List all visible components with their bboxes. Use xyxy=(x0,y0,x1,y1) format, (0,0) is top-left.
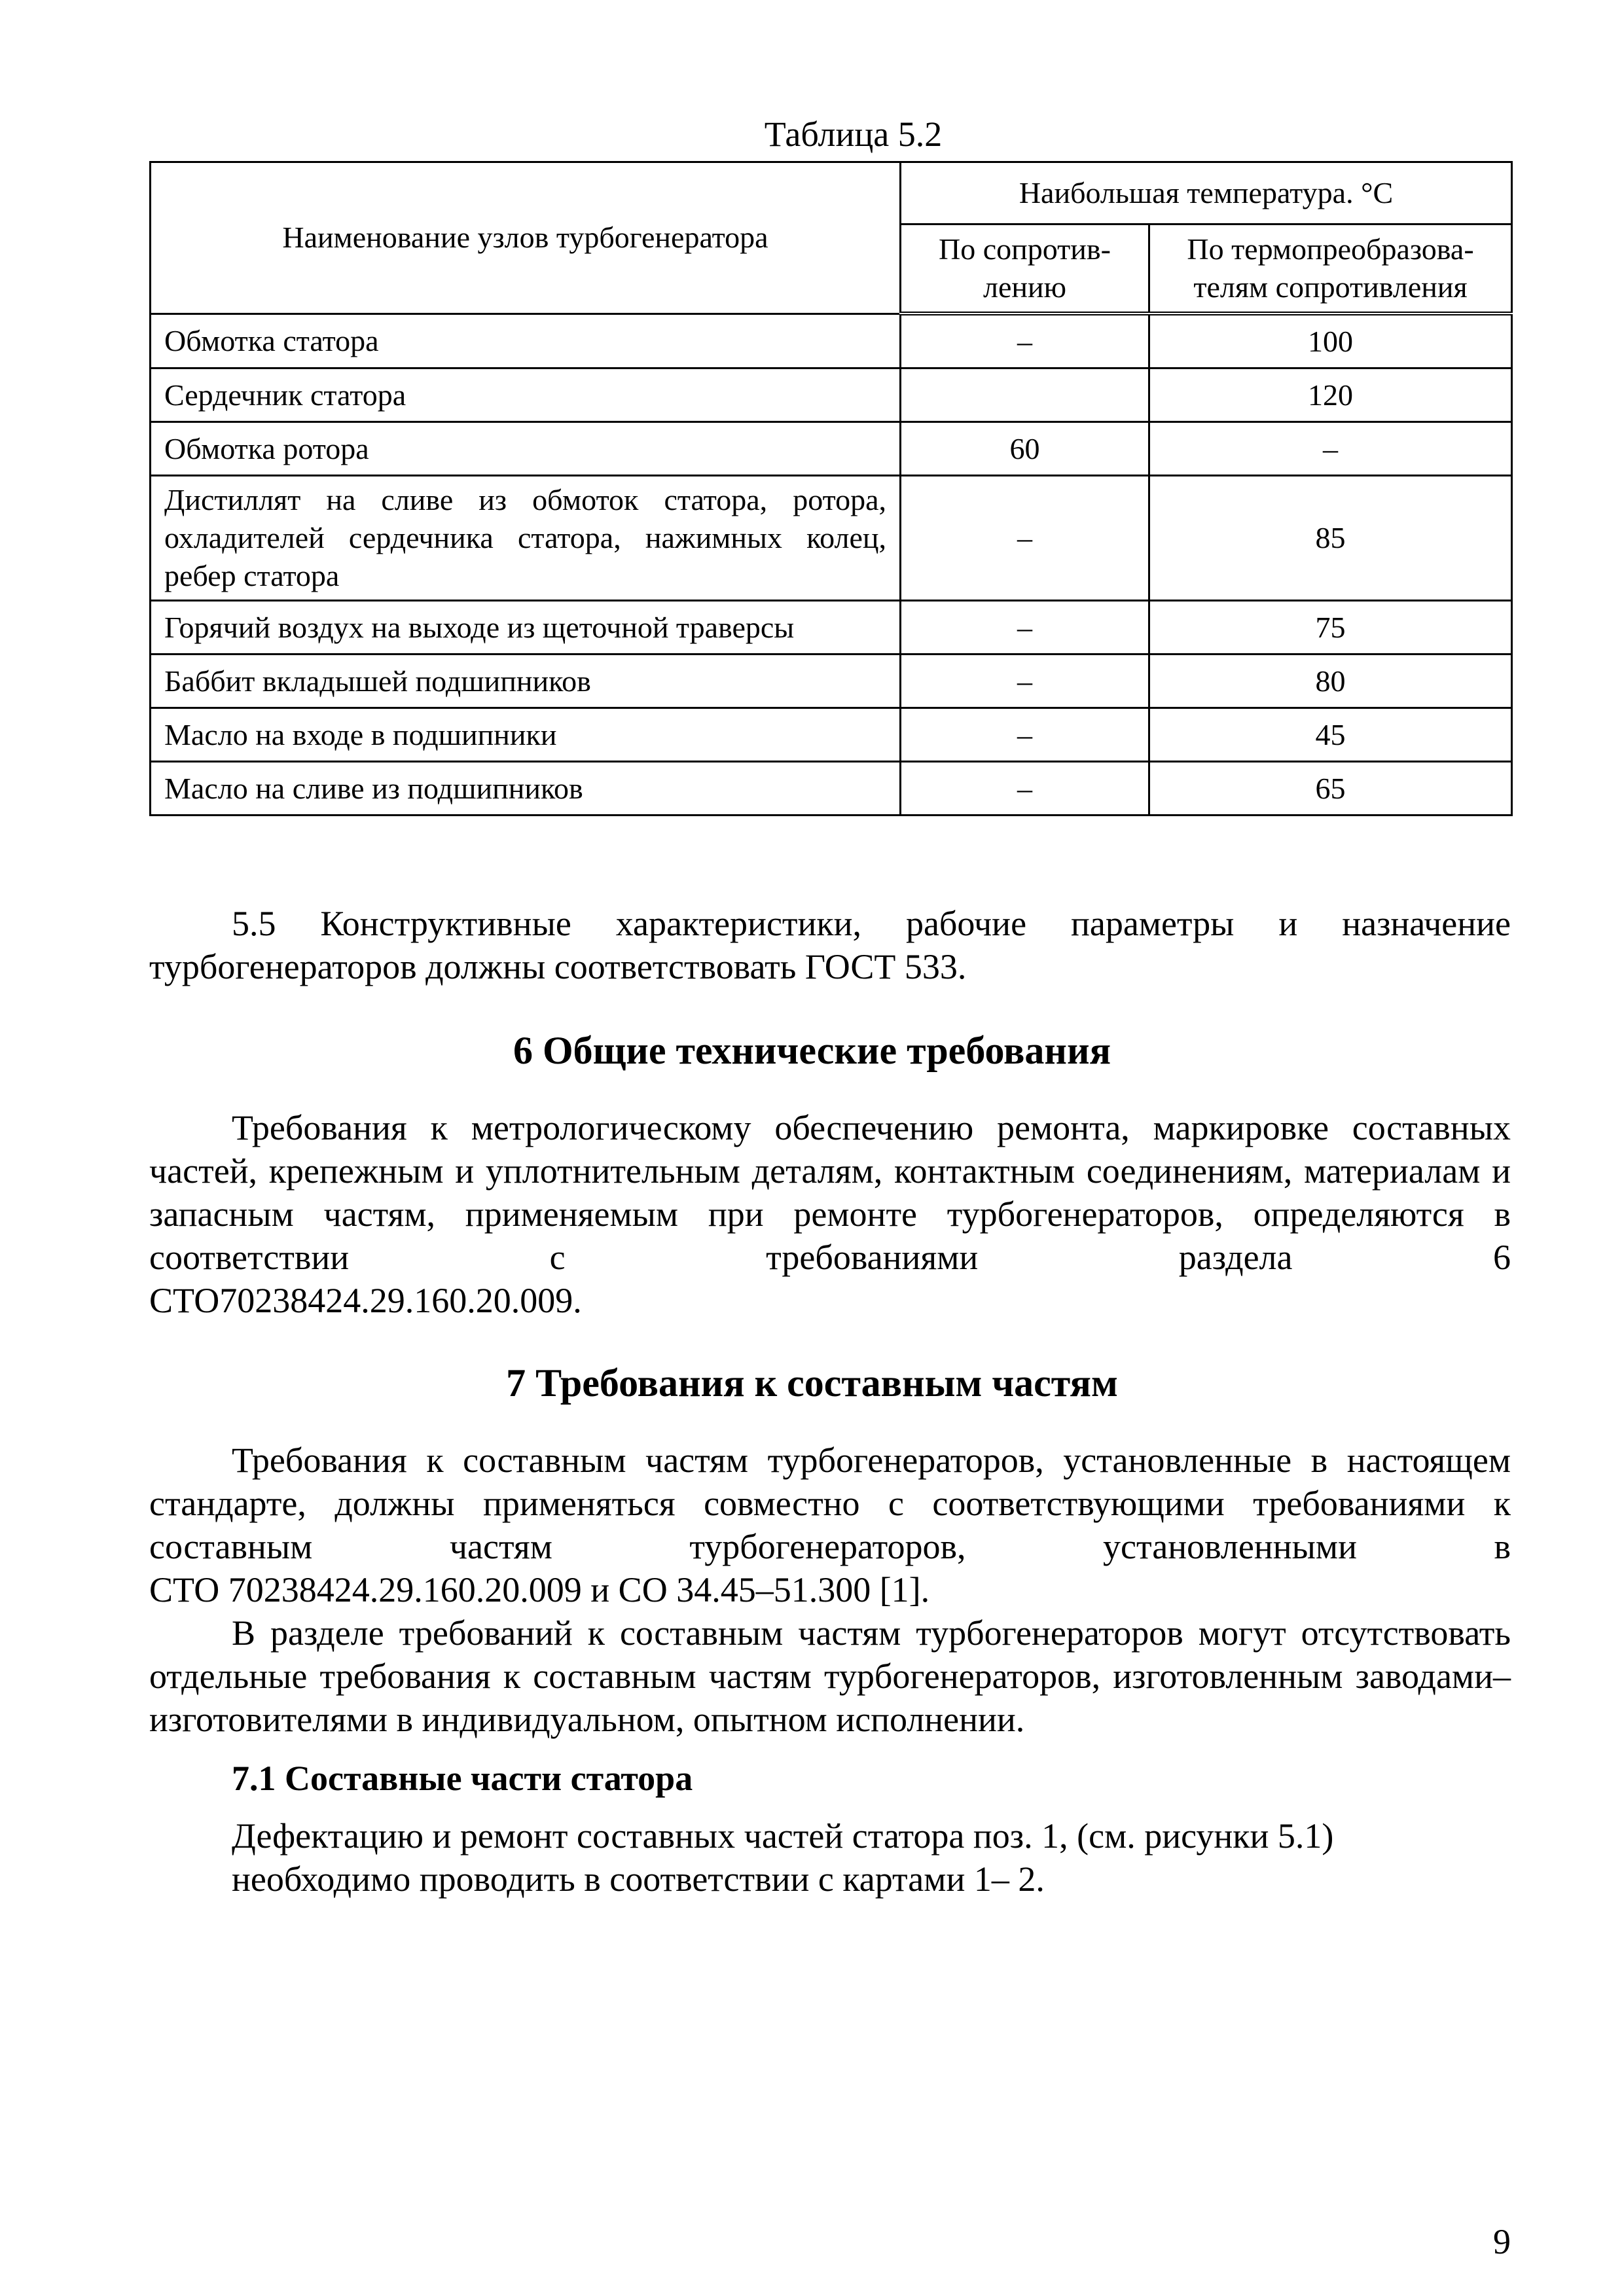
section-6-paragraph-end: СТО70238424.29.160.20.009. xyxy=(149,1281,582,1320)
paragraph-5-5: 5.5 Конструктивные характеристики, рабочие параметры и назначение турбогенераторов должны соответствовать ГОСТ 533. xyxy=(149,904,1511,986)
subsection-7-1-line-1: Дефектацию и ремонт составных частей статора поз. 1, (см. рисунки 5.1) xyxy=(232,1816,1334,1856)
row-thermo: 100 xyxy=(1149,314,1512,368)
section-6-paragraph: Требования к метрологическому обеспечению ремонта, маркировке составных частей, крепежным и уплотнительным деталям, контактным соединениям, материалам и запасным частям, применяемым при ремонте турбогенераторов, определяются в соответствии с требованиями раздела 6 xyxy=(149,1108,1511,1277)
table-caption: Таблица 5.2 xyxy=(764,115,943,154)
table-row xyxy=(151,314,1512,368)
row-name: Горячий воздух на выходе из щеточной траверсы xyxy=(151,601,901,655)
row-name: Дистиллят на сливе из обмоток статора, ротора, охладителей сердечника статора, нажимных колец, ребер статора xyxy=(151,476,901,601)
header-unit-name: Наименование узлов турбогенератора xyxy=(151,162,901,314)
row-resistance xyxy=(901,368,1149,422)
table-row xyxy=(151,601,1512,655)
row-thermo: 120 xyxy=(1149,368,1512,422)
row-thermo: – xyxy=(1149,422,1512,476)
section-7-paragraph-2: В разделе требований к составным частям турбогенераторов могут отсутствовать отдельные требования к составным частям турбогенераторов, изготовленным заводами–изготовителями в индивидуальном, опытном исполнении. xyxy=(149,1613,1511,1739)
header-by-thermoconverters: По термопреобразователям сопротивления xyxy=(1149,224,1512,314)
table-row xyxy=(151,708,1512,762)
row-name: Баббит вкладышей подшипников xyxy=(151,655,901,708)
table-row xyxy=(151,762,1512,816)
header-by-resistance: По сопротивлению xyxy=(901,224,1149,314)
table-row xyxy=(151,476,1512,601)
row-resistance: 60 xyxy=(901,422,1149,476)
section-7-paragraph-1: Требования к составным частям турбогенераторов, установленные в настоящем стандарте, должны применяться совместно с соответствующими требованиями к составным частям турбогенераторов, установленными в xyxy=(149,1441,1511,1566)
row-thermo: 75 xyxy=(1149,601,1512,655)
row-resistance: – xyxy=(901,762,1149,816)
table-row xyxy=(151,655,1512,708)
section-6-heading: 6 Общие технические требования xyxy=(513,1029,1111,1072)
page-number: 9 xyxy=(1493,2222,1511,2261)
row-thermo: 45 xyxy=(1149,708,1512,762)
header-max-temperature: Наибольшая температура. °С xyxy=(901,162,1512,224)
table-row xyxy=(151,368,1512,422)
row-name: Масло на сливе из подшипников xyxy=(151,762,901,816)
row-name: Обмотка статора xyxy=(151,314,901,368)
row-thermo: 80 xyxy=(1149,655,1512,708)
row-name: Масло на входе в подшипники xyxy=(151,708,901,762)
table-row xyxy=(151,422,1512,476)
row-resistance: – xyxy=(901,601,1149,655)
section-7-paragraph-1-end: СТО 70238424.29.160.20.009 и СО 34.45–51.300 [1]. xyxy=(149,1570,930,1609)
row-thermo: 85 xyxy=(1149,476,1512,601)
section-7-heading: 7 Требования к составным частям xyxy=(506,1361,1118,1405)
subsection-7-1-heading: 7.1 Составные части статора xyxy=(232,1759,693,1798)
row-name: Обмотка ротора xyxy=(151,422,901,476)
row-thermo: 65 xyxy=(1149,762,1512,816)
row-resistance: – xyxy=(901,476,1149,601)
subsection-7-1-line-2: необходимо проводить в соответствии с картами 1– 2. xyxy=(232,1859,1045,1899)
row-name: Сердечник статора xyxy=(151,368,901,422)
row-resistance: – xyxy=(901,655,1149,708)
row-resistance: – xyxy=(901,314,1149,368)
row-resistance: – xyxy=(901,708,1149,762)
temperature-table xyxy=(149,161,1513,816)
